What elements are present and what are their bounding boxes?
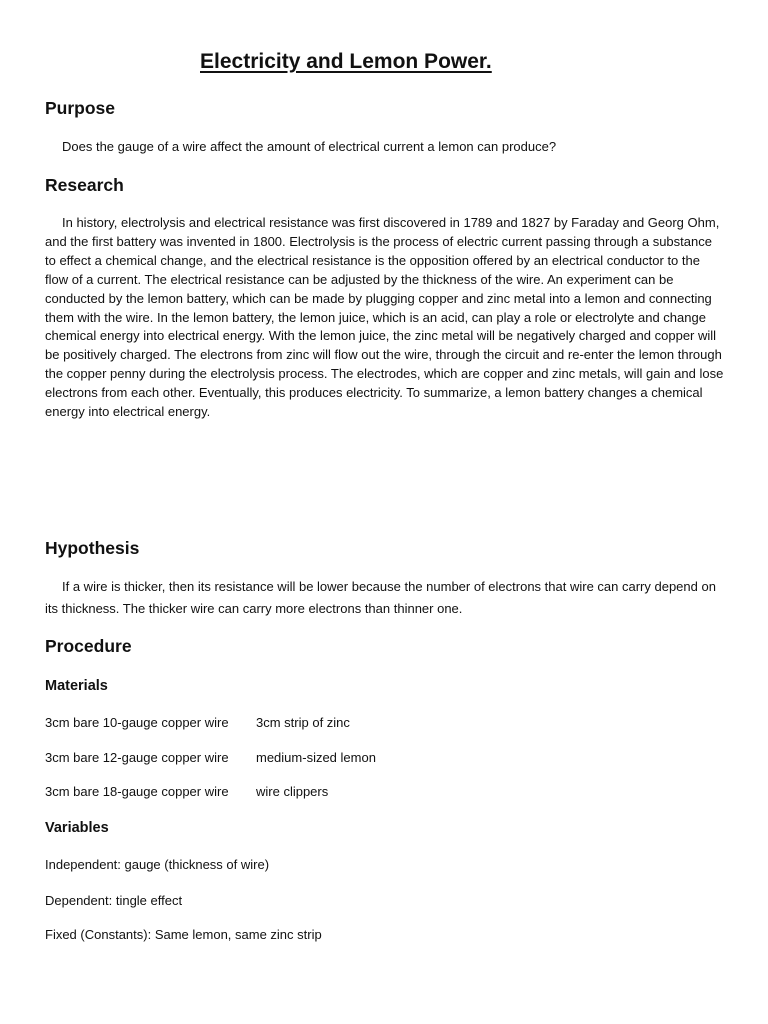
purpose-heading: Purpose (45, 98, 116, 118)
material-item: 3cm strip of zinc (256, 715, 350, 730)
dependent-variable: Dependent: tingle effect (45, 893, 183, 908)
material-item: wire clippers (256, 784, 329, 799)
research-text: In history, electrolysis and electrical resistance was first discovered in 1789 and 1827 by Faraday and Georg Ohm, and the first battery was invented in 1800. Electrolysis is the process of electric current passing through a substance to effect a chemical change, and the electrical resistance is the opposition offered by an electrical conductor to the flow of a current. The electrical resistance can be adjusted by the thickness of the wire. An experiment can be conducted by the lemon battery, which can be made by plugging copper and zinc metal into a lemon and connecting them with the wire. In the lemon battery, the lemon juice, which is an acid, can play a role or electrolyte and change chemical energy into electrical energy. With the lemon juice, the zinc metal will be negatively charged and copper will be positively charged. The electrons from zinc will flow out the wire, through the circuit and re-enter the lemon through the copper penny during the electrolysis process. The electrodes, which are copper and zinc metals, will gain and lose electrons from each other. Eventually, this produces electricity. To summarize, a lemon battery changes a chemical energy into electrical energy. (45, 215, 724, 420)
hypothesis-heading: Hypothesis (45, 538, 140, 558)
hypothesis-text: If a wire is thicker, then its resistance will be lower because the number of electrons that wire can carry depend on its thickness. The thicker wire can carry more electrons than thinner one. (45, 579, 716, 616)
materials-heading: Materials (45, 678, 108, 694)
document-title: Electricity and Lemon Power. (200, 50, 492, 73)
research-heading: Research (45, 175, 124, 195)
procedure-heading: Procedure (45, 636, 132, 656)
purpose-text: Does the gauge of a wire affect the amount of electrical current a lemon can produce? (62, 139, 557, 154)
fixed-variables: Fixed (Constants): Same lemon, same zinc strip (45, 927, 322, 942)
material-item: 3cm bare 18-gauge copper wire (45, 784, 229, 799)
material-item: 3cm bare 12-gauge copper wire (45, 750, 229, 765)
material-item: 3cm bare 10-gauge copper wire (45, 715, 229, 730)
variables-heading: Variables (45, 820, 109, 836)
material-item: medium-sized lemon (256, 750, 376, 765)
independent-variable: Independent: gauge (thickness of wire) (45, 857, 270, 872)
